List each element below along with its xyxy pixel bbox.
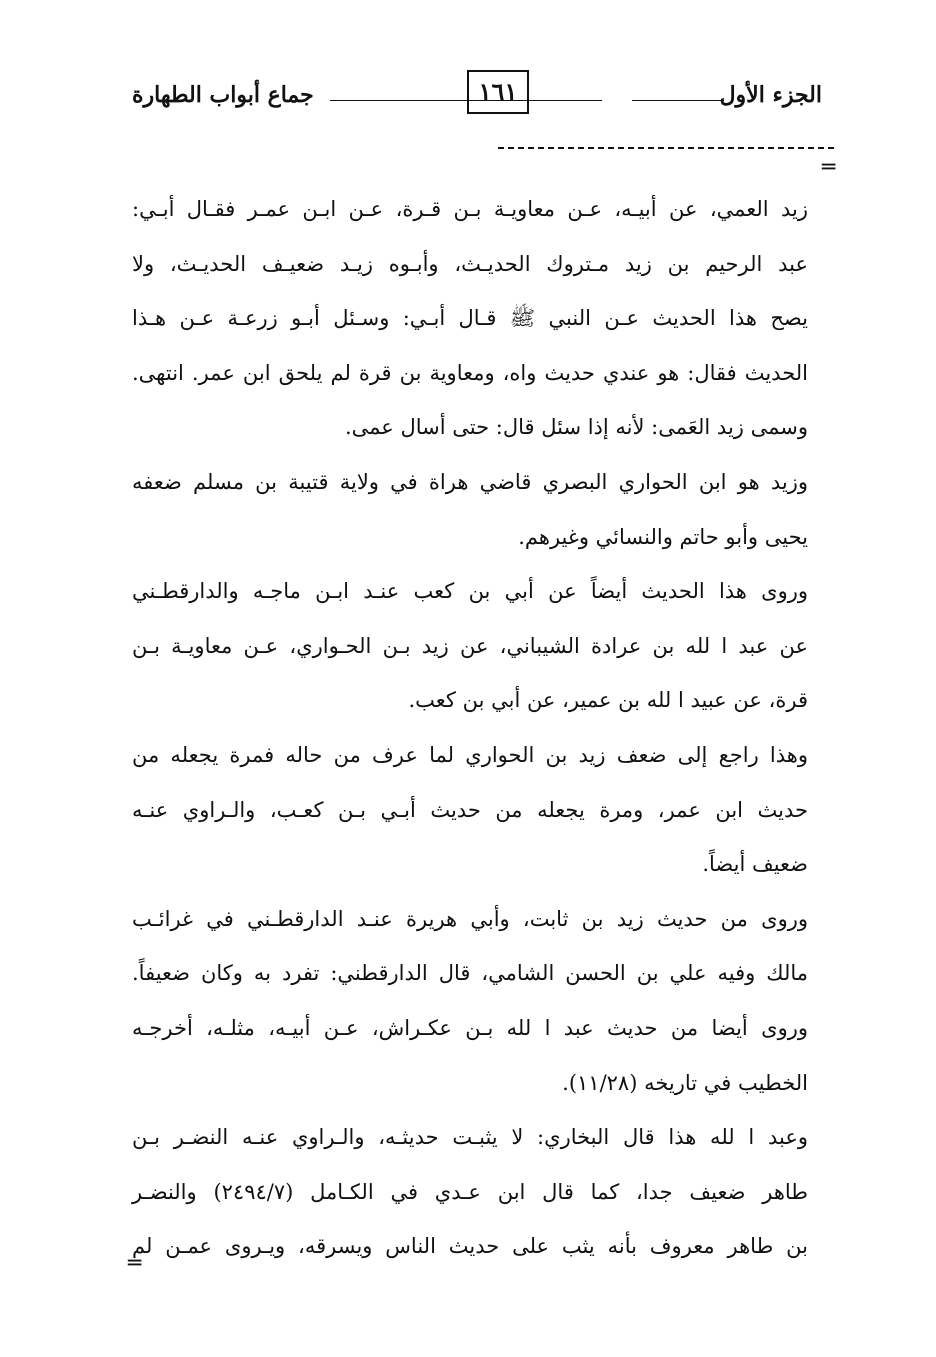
text-line: الحديث فقال: هو عندي حديث واه، ومعاوية بن قرة لم يلحق ابن عمر. انتهى. [132, 360, 808, 385]
text-line: حديث ابن عمر، ومرة يجعله من حديث أبـي بـن كعـب، والـراوي عنـه [132, 797, 808, 822]
continuation-mark-top: ═ [822, 154, 836, 180]
header-rule-left [330, 100, 602, 101]
continuation-mark-bottom: ═ [128, 1250, 142, 1276]
text-line: وسمى زيد العَمى: لأنه إذا سئل قال: حتى أسال عمى. [344, 415, 808, 440]
chapter-title: جماع أبواب الطهارة [132, 82, 314, 108]
page-header [132, 70, 822, 130]
text-line: زيد العمي، عن أبيـه، عـن معاويـة بـن قـرة، عـن ابـن عمـر فقـال أبـي: [132, 197, 808, 221]
text-line: وروى أيضا من حديث عبد ا لله بـن عكـراش، عـن أبيـه، مثلـه، أخرجـه [132, 1015, 808, 1040]
text-line: وروى من حديث زيد بن ثابت، وأبي هريرة عنـد الدارقطـني في غرائـب [132, 906, 808, 931]
header-rule-right [632, 100, 724, 101]
text-line: وزيد هو ابن الحواري البصري قاضي هراة في ولاية قتيبة بن مسلم ضعفه [132, 469, 808, 494]
text-line: وهذا راجع إلى ضعف زيد بن الحواري لما عرف من حاله فمرة يجعله من [132, 742, 808, 767]
text-line: الخطيب في تاريخه (١١/٢٨). [562, 1070, 808, 1095]
text-line: يحيى وأبو حاتم والنسائي وغيرهم. [518, 524, 808, 549]
text-line: عن عبد ا لله بن عرادة الشيباني، عن زيد بـن الحـواري، عـن معاويـة بـن [132, 633, 808, 658]
text-line: قرة، عن عبيد ا لله بن عمير، عن أبي بن كعب. [408, 688, 808, 713]
text-line: بن طاهر معروف بأنه يثب على حديث الناس ويسرقه، ويـروى عمـن لم [132, 1234, 808, 1259]
text-line: ضعيف أيضاً. [702, 852, 808, 877]
volume-title: الجزء الأول [719, 82, 822, 108]
text-line: مالك وفيه علي بن الحسن الشامي، قال الدارقطني: تفرد به وكان ضعيفاً. [132, 961, 808, 986]
text-line: وعبد ا لله هذا قال البخاري: لا يثبـت حديثـه، والـراوي عنـه النضـر بـن [132, 1125, 808, 1150]
text-line: طاهر ضعيف جدا، كما قال ابن عـدي في الكـامل (٢٤٩٤/٧) والنضـر [132, 1179, 809, 1204]
text-line: عبد الرحيم بن زيد مـتروك الحديـث، وأبـوه زيـد ضعيـف الحديـث، ولا [132, 251, 808, 276]
text-line: وروى هذا الحديث أيضاً عن أبي بن كعب عنـد ابـن ماجـه والدارقطـني [132, 579, 809, 604]
header-dashed-divider [498, 147, 834, 149]
page-number: ١٦١ [467, 70, 529, 114]
text-line: يصح هذا الحديث عـن النبي ﷺ قـال أبـي: وسـئل أبـو زرعـة عـن هـذا [132, 306, 808, 331]
main-text [132, 182, 808, 1274]
